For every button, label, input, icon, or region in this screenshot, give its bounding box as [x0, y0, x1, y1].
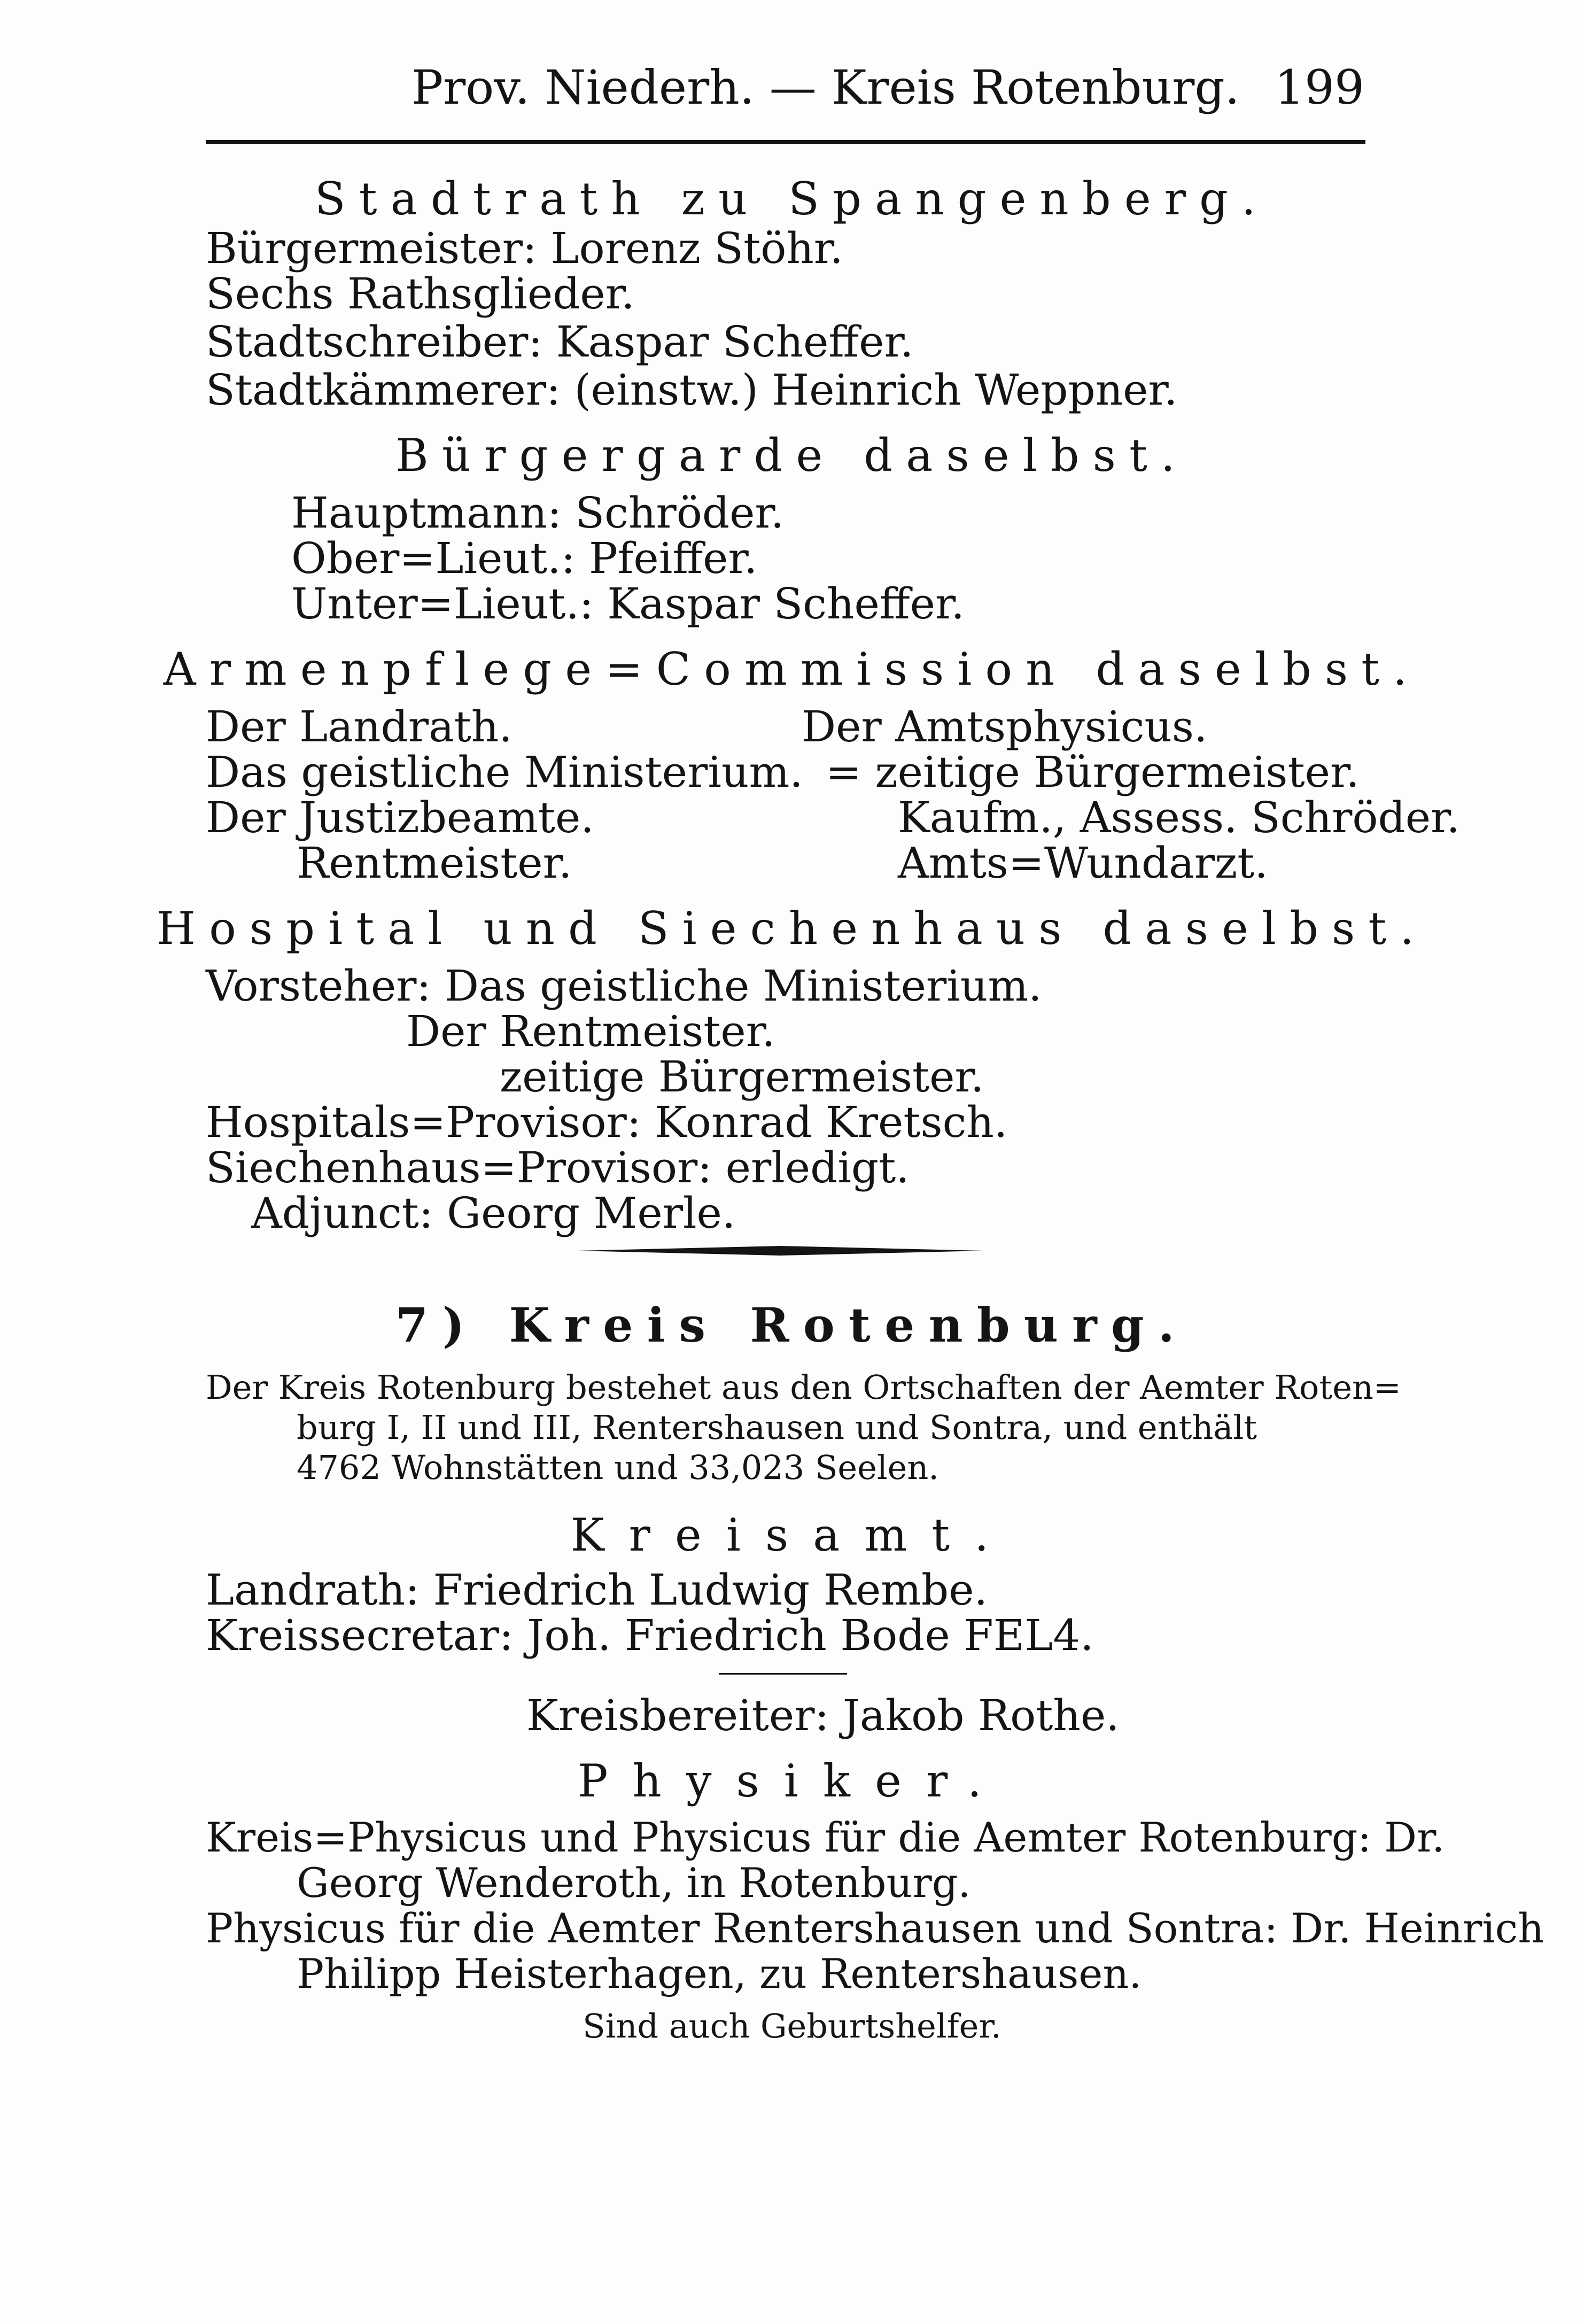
kreis-description-line: 4762 Wohnstätten und 33,023 Seelen. [297, 1448, 939, 1487]
stadtrath-line: Stadtschreiber: Kaspar Scheffer. [206, 317, 914, 367]
armenpflege-right-item: = zeitige Bürgermeister. [826, 747, 1360, 797]
stadtrath-line: Stadtkämmerer: (einstw.) Heinrich Weppner. [206, 365, 1178, 415]
stadtrath-line: Sechs Rathsglieder. [206, 269, 635, 319]
physiker-line: Philipp Heisterhagen, zu Rentershausen. [297, 1950, 1142, 1997]
kreisbereiter-line: Kreisbereiter: Jakob Rothe. [526, 1691, 1120, 1740]
kreisamt-line: Landrath: Friedrich Ludwig Rembe. [206, 1565, 988, 1615]
physiker-line: Kreis=Physicus und Physicus für die Aemter Rotenburg: Dr. [206, 1814, 1445, 1861]
hospital-line: Siechenhaus=Provisor: erledigt. [206, 1143, 910, 1192]
armenpflege-left-item: Das geistliche Ministerium. [206, 747, 803, 797]
buergergarde-line: Ober=Lieut.: Pfeiffer. [291, 533, 758, 583]
armenpflege-right-item: Der Amtsphysicus. [802, 702, 1208, 752]
hospital-line: Adjunct: Georg Merle. [251, 1188, 736, 1238]
kreisamt-line: Kreissecretar: Joh. Friedrich Bode FEL4. [206, 1610, 1094, 1660]
stadtrath-line: Bürgermeister: Lorenz Stöhr. [206, 223, 843, 273]
buergergarde-line: Hauptmann: Schröder. [291, 488, 785, 538]
hospital-line: Vorsteher: Das geistliche Ministerium. [206, 961, 1042, 1011]
section-heading-stadtrath: Stadtrath zu Spangenberg. [315, 173, 1269, 225]
hospital-line: Der Rentmeister. [406, 1006, 775, 1056]
kreis-description-line: Der Kreis Rotenburg bestehet aus den Ortschaften der Aemter Roten= [206, 1368, 1401, 1407]
armenpflege-left-item: Der Landrath. [206, 702, 513, 752]
armenpflege-left-item: Rentmeister. [297, 838, 572, 888]
chapter-heading: 7) Kreis Rotenburg. [395, 1297, 1189, 1353]
header-rule [206, 140, 1365, 144]
hospital-line: zeitige Bürgermeister. [500, 1052, 984, 1102]
section-heading-kreisamt: Kreisamt. [570, 1509, 1014, 1561]
armenpflege-right-item: Kaufm., Assess. Schröder. [898, 793, 1460, 842]
ornamental-divider [577, 1243, 983, 1259]
physiker-line: Physicus für die Aemter Rentershausen und Sontra: Dr. Heinrich [206, 1904, 1544, 1952]
section-heading-armenpflege: Armenpflege=Commission daselbst. [163, 643, 1421, 695]
buergergarde-line: Unter=Lieut.: Kaspar Scheffer. [291, 579, 965, 629]
section-heading-physiker: Physiker. [577, 1755, 1007, 1807]
physiker-note: Sind auch Geburtshelfer. [583, 2007, 1001, 2046]
page-number: 199 [1275, 60, 1364, 115]
section-heading-buergergarde: Bürgergarde daselbst. [395, 429, 1189, 482]
short-rule [719, 1673, 847, 1675]
hospital-line: Hospitals=Provisor: Konrad Kretsch. [206, 1097, 1008, 1147]
armenpflege-left-item: Der Justizbeamte. [206, 793, 594, 842]
physiker-line: Georg Wenderoth, in Rotenburg. [297, 1859, 971, 1907]
running-title: Prov. Niederh. — Kreis Rotenburg. [411, 60, 1240, 115]
section-heading-hospital: Hospital und Siechenhaus daselbst. [156, 902, 1428, 955]
armenpflege-right-item: Amts=Wundarzt. [898, 838, 1268, 888]
kreis-description-line: burg I, II und III, Rentershausen und Sontra, und enthält [297, 1408, 1257, 1447]
